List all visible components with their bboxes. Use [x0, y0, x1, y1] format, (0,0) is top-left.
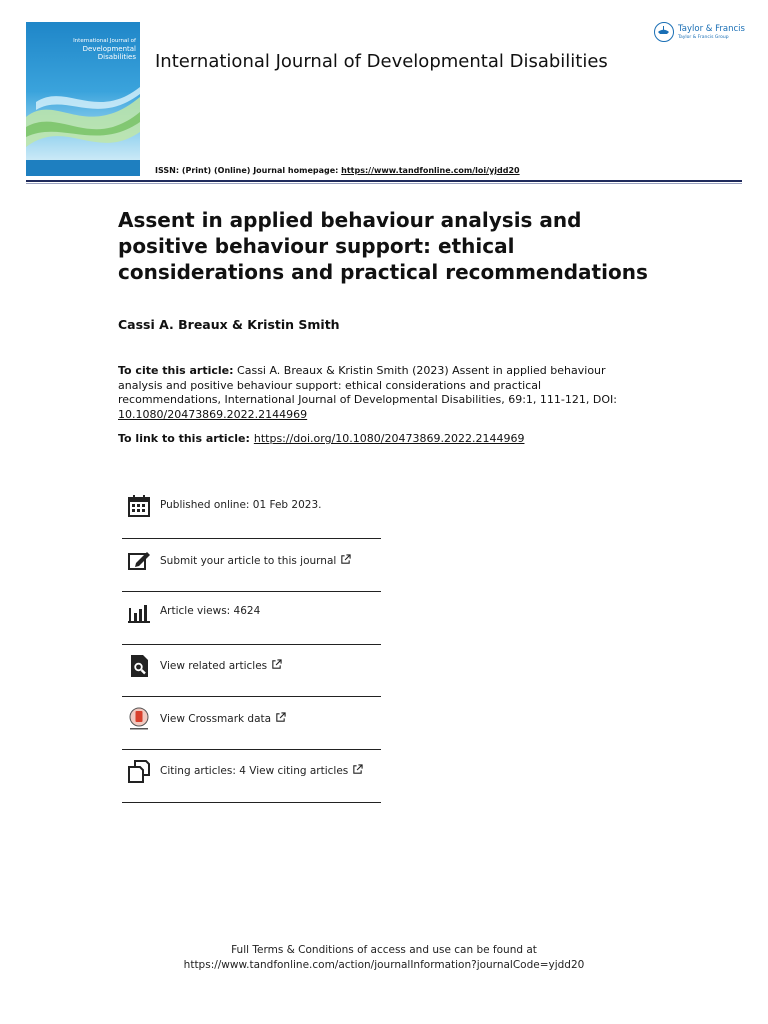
issn-line — [155, 166, 520, 175]
article-title: Assent in applied behaviour analysis and positive behaviour support: ethical considerations and practical recommendations — [118, 208, 648, 284]
info-submit-article[interactable] — [122, 535, 381, 587]
info-related-articles[interactable] — [122, 640, 381, 692]
external-link-icon — [275, 712, 286, 723]
footer-terms-link[interactable]: https://www.tandfonline.com/action/journalInformation?journalCode=yjdd20 — [183, 958, 585, 971]
info-article-views — [122, 586, 381, 638]
info-views-text: Article views: 4624 — [160, 605, 261, 617]
cover-title-line2: Developmental — [82, 45, 136, 53]
terms-footer — [0, 943, 768, 972]
cite-text: Cassi A. Breaux & Kristin Smith (2023) Assent in applied behaviour analysis and positive behaviour support: ethical considerations and practical recommendations, International Journal of Developmental Disabilities, 69:1, 111-121, DOI: — [118, 364, 617, 406]
publisher-logo[interactable] — [654, 22, 746, 46]
info-divider — [122, 802, 381, 803]
info-citing-articles[interactable] — [122, 745, 381, 797]
cover-title-line1: International Journal of — [73, 38, 136, 44]
article-doi-link[interactable]: https://doi.org/10.1080/20473869.2022.2144969 — [253, 432, 525, 445]
cite-doi-link[interactable]: 10.1080/20473869.2022.2144969 — [118, 407, 308, 421]
external-link-icon — [340, 554, 351, 565]
bar-chart-icon — [126, 599, 152, 625]
info-citing-text[interactable] — [160, 764, 363, 777]
issn-prefix: ISSN: (Print) (Online) Journal homepage: — [155, 166, 342, 175]
external-link-icon — [352, 764, 363, 775]
search-document-icon — [126, 653, 152, 679]
info-related-text[interactable] — [160, 659, 282, 672]
cite-label: To cite this article: — [118, 364, 234, 377]
publisher-logo-icon — [654, 22, 674, 42]
crossmark-icon — [126, 706, 152, 732]
info-submit-text[interactable] — [160, 554, 351, 567]
publisher-name: Taylor & Francis — [678, 24, 745, 34]
header-rule-secondary — [26, 183, 742, 184]
journal-title: International Journal of Developmental Disabilities — [155, 51, 608, 72]
header-rule — [26, 180, 742, 182]
article-link-line — [118, 432, 524, 445]
calendar-icon — [126, 493, 152, 519]
link-label: To link to this article: — [118, 432, 250, 445]
citing-articles-icon — [126, 758, 152, 784]
info-citing-label: Citing articles: 4 View citing articles — [160, 765, 349, 777]
journal-cover-image — [26, 22, 140, 176]
info-crossmark-text[interactable] — [160, 712, 286, 725]
article-authors: Cassi A. Breaux & Kristin Smith — [118, 317, 340, 332]
info-published-text: Published online: 01 Feb 2023. — [160, 499, 322, 511]
info-related-label: View related articles — [160, 660, 268, 672]
publisher-group: Taylor & Francis Group — [678, 35, 729, 40]
info-crossmark[interactable] — [122, 693, 381, 745]
citation-block — [118, 364, 638, 422]
journal-homepage-link[interactable]: https://www.tandfonline.com/loi/yjdd20 — [341, 166, 520, 175]
info-submit-label: Submit your article to this journal — [160, 555, 337, 567]
external-link-icon — [271, 659, 282, 670]
edit-icon — [126, 548, 152, 574]
info-published — [122, 480, 381, 532]
footer-line1: Full Terms & Conditions of access and use can be found at — [231, 944, 537, 956]
cover-title-line3: Disabilities — [97, 53, 136, 61]
info-crossmark-label: View Crossmark data — [160, 713, 272, 725]
